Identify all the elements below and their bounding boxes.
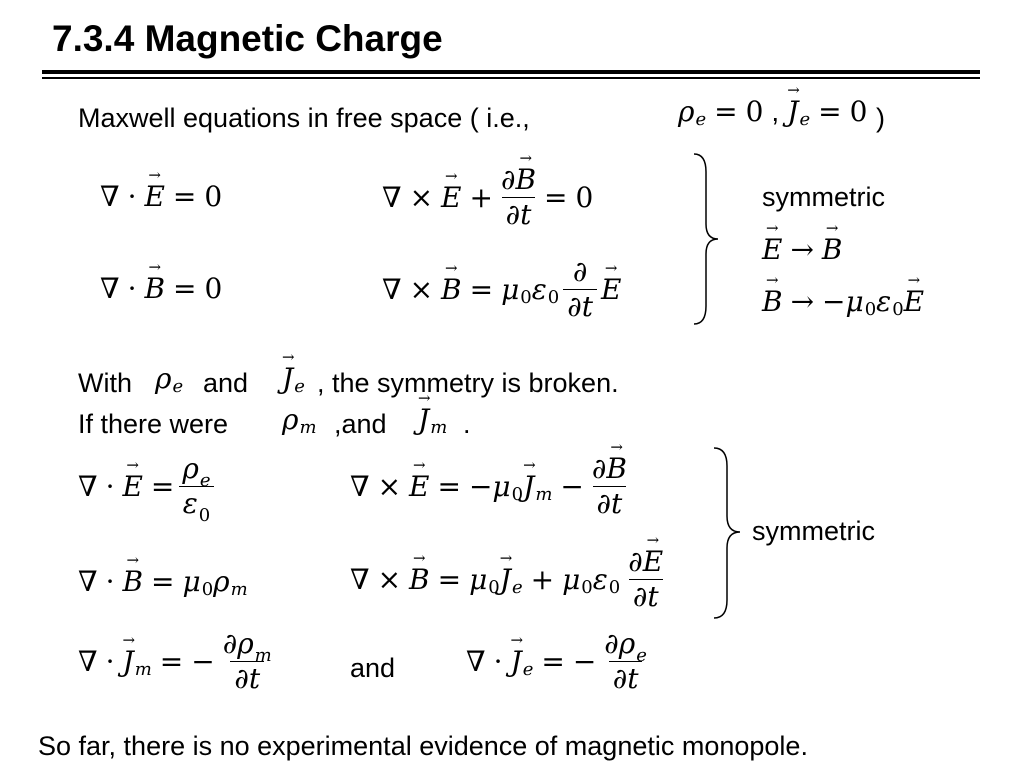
equals: = xyxy=(159,644,184,678)
right-brace-1 xyxy=(690,152,720,327)
and-word: and xyxy=(203,368,249,398)
vec-B: → B xyxy=(122,568,143,596)
t-symbol: t xyxy=(581,290,593,323)
sub-m: m xyxy=(535,483,553,505)
and-between-continuity: and xyxy=(350,653,396,683)
t-symbol: t xyxy=(627,662,639,695)
mu-symbol: μ xyxy=(492,469,511,503)
sub-m: m xyxy=(230,579,248,600)
zero: 0 xyxy=(745,95,764,128)
rho-symbol: ρ xyxy=(618,627,636,660)
sub-e: e xyxy=(695,109,707,130)
dot: · xyxy=(105,565,115,598)
cross: × xyxy=(409,272,434,306)
vec-E: → E xyxy=(601,276,621,304)
equals: = xyxy=(544,180,568,214)
partial: ∂ xyxy=(632,580,648,613)
nabla: ∇ xyxy=(78,644,98,678)
symmetric-label-1: symmetric xyxy=(762,182,885,212)
mu-symbol: μ xyxy=(562,562,581,596)
mu-symbol: μ xyxy=(501,272,520,306)
partial: ∂ xyxy=(591,452,607,485)
equals: = xyxy=(714,95,738,128)
mu-symbol: μ xyxy=(182,565,201,598)
right-brace-2 xyxy=(710,446,742,621)
vec-J: → J xyxy=(122,648,133,676)
sub-e: e xyxy=(511,576,523,598)
sub-0: 0 xyxy=(520,286,532,308)
sub-0: 0 xyxy=(198,505,211,526)
nabla: ∇ xyxy=(100,180,120,213)
sub-e: e xyxy=(522,658,534,680)
equals: = xyxy=(172,180,197,213)
minus: − xyxy=(572,644,597,678)
minus: − xyxy=(191,644,215,678)
rho-symbol: ρ xyxy=(282,403,299,436)
equals: = xyxy=(150,469,175,503)
cross: × xyxy=(409,180,434,214)
title-rule-thick xyxy=(42,70,980,74)
gauss-b-sym xyxy=(78,565,248,600)
sub-0: 0 xyxy=(864,299,877,320)
nabla: ∇ xyxy=(350,562,370,596)
t-symbol: t xyxy=(520,198,532,231)
j-m-inline xyxy=(418,403,448,438)
vec-B: → B xyxy=(409,566,430,594)
sub-e: e xyxy=(294,376,305,397)
comma: , xyxy=(771,96,780,127)
partial: ∂ xyxy=(222,627,238,660)
with-word: With xyxy=(78,368,132,398)
fraction xyxy=(624,545,667,613)
partial: ∂ xyxy=(500,163,516,196)
zero: 0 xyxy=(849,95,868,128)
zero: 0 xyxy=(204,180,223,213)
partial: ∂ xyxy=(604,627,619,660)
epsilon-symbol: ε xyxy=(182,487,198,520)
gauss-e-free xyxy=(100,180,223,213)
gauss-e-sym xyxy=(78,452,219,526)
rho-m-inline xyxy=(282,403,317,438)
nabla: ∇ xyxy=(350,469,370,503)
sub-m: m xyxy=(299,417,317,438)
j-e-inline xyxy=(282,362,305,397)
nabla: ∇ xyxy=(78,565,98,598)
equals: = xyxy=(469,272,494,306)
partial: ∂ xyxy=(628,545,643,578)
rho-e-inline xyxy=(155,362,184,397)
epsilon-symbol: ε xyxy=(531,272,547,306)
ampere-sym xyxy=(350,545,671,613)
epsilon-symbol: ε xyxy=(592,562,608,596)
vec-E: → E xyxy=(144,183,164,211)
partial: ∂ xyxy=(567,290,582,323)
vec-E: → E xyxy=(762,236,782,264)
vec-E: → E xyxy=(643,548,663,576)
nabla: ∇ xyxy=(78,469,98,503)
vec-J: → J xyxy=(418,406,429,434)
period: . xyxy=(463,409,471,439)
symmetric-label-2: symmetric xyxy=(752,516,875,546)
equals: = xyxy=(173,272,197,305)
vec-B: → B xyxy=(762,288,783,316)
mu-symbol: μ xyxy=(469,562,488,596)
vec-J: → J xyxy=(282,365,293,393)
sub-0: 0 xyxy=(488,576,500,598)
dot: · xyxy=(127,180,137,213)
sub-m: m xyxy=(134,658,152,680)
fraction xyxy=(219,627,276,695)
nabla: ∇ xyxy=(466,644,486,678)
rho-symbol: ρ xyxy=(678,95,695,128)
sub-0: 0 xyxy=(201,579,214,600)
vec-J: → J xyxy=(510,648,521,676)
if-there-were: If there were xyxy=(78,409,229,439)
vec-J: → J xyxy=(787,98,798,126)
cross: × xyxy=(377,562,402,596)
intro-condition xyxy=(678,95,868,130)
sub-0: 0 xyxy=(547,286,560,308)
partial: ∂ xyxy=(596,487,611,520)
ampere-free xyxy=(382,255,622,323)
rho-symbol: ρ xyxy=(155,362,172,395)
arrow: → xyxy=(790,285,815,318)
sub-0: 0 xyxy=(581,576,593,598)
sub-0: 0 xyxy=(511,483,524,505)
t-symbol: t xyxy=(647,580,659,613)
faraday-sym xyxy=(350,452,635,520)
faraday-free xyxy=(382,163,594,231)
minus: − xyxy=(468,469,493,503)
sub-0: 0 xyxy=(892,299,904,320)
vec-J: → J xyxy=(523,473,534,501)
intro-text: Maxwell equations in free space ( i.e., xyxy=(78,103,530,133)
sub-0: 0 xyxy=(608,576,621,598)
fraction xyxy=(588,452,631,520)
vec-E: → E xyxy=(904,288,924,316)
partial: ∂ xyxy=(234,662,249,695)
epsilon-symbol: ε xyxy=(876,285,892,318)
zero: 0 xyxy=(204,272,223,305)
continuity-magnetic xyxy=(78,627,280,695)
vec-B: → B xyxy=(822,236,843,264)
gauss-b-free xyxy=(100,272,223,305)
minus: − xyxy=(822,285,846,318)
nabla: ∇ xyxy=(382,180,402,214)
fraction xyxy=(563,255,597,323)
plus: + xyxy=(530,562,555,596)
vec-E: → E xyxy=(122,473,142,501)
vec-B: → B xyxy=(441,276,462,304)
nabla: ∇ xyxy=(382,272,402,306)
vec-B: → B xyxy=(515,166,536,194)
partial: ∂ xyxy=(505,198,521,231)
and-comma: ,and xyxy=(334,409,387,439)
mu-symbol: μ xyxy=(845,285,864,318)
partial: ∂ xyxy=(612,662,628,695)
sub-e: e xyxy=(799,109,811,130)
dot: · xyxy=(493,644,503,678)
vec-E: → E xyxy=(409,473,429,501)
vec-J: → J xyxy=(500,566,511,594)
footer-note: So far, there is no experimental evidence of magnetic monopole. xyxy=(38,731,808,761)
sub-m: m xyxy=(254,645,272,666)
rho-symbol: ρ xyxy=(182,452,199,485)
arrow: → xyxy=(790,233,814,266)
sub-e: e xyxy=(172,376,184,397)
fraction xyxy=(600,627,651,695)
t-symbol: t xyxy=(611,487,623,520)
vec-B: → B xyxy=(144,275,165,303)
intro-close-paren: ) xyxy=(876,103,885,133)
nabla: ∇ xyxy=(100,272,120,305)
with-rest: , the symmetry is broken. xyxy=(317,368,619,398)
dot: · xyxy=(105,644,115,678)
rho-symbol: ρ xyxy=(213,565,230,598)
title-rule-thin xyxy=(42,77,980,79)
equals: = xyxy=(437,469,461,503)
dot: · xyxy=(105,469,115,503)
continuity-electric xyxy=(466,627,655,695)
symmetry-map-b xyxy=(762,285,925,320)
cross: × xyxy=(377,469,402,503)
plus: + xyxy=(469,180,493,214)
partial: ∂ xyxy=(572,255,588,288)
t-symbol: t xyxy=(248,662,261,695)
equals: = xyxy=(541,644,565,678)
vec-B: → B xyxy=(606,455,627,483)
page-title: 7.3.4 Magnetic Charge xyxy=(52,18,443,59)
equals: = xyxy=(151,565,175,598)
rho-symbol: ρ xyxy=(237,627,254,660)
equals: = xyxy=(818,95,842,128)
sub-e: e xyxy=(199,470,211,491)
zero: 0 xyxy=(575,180,594,214)
fraction xyxy=(497,163,540,231)
sub-m: m xyxy=(430,417,448,438)
symmetry-map-e xyxy=(762,233,843,266)
equals: = xyxy=(437,562,462,596)
vec-E: → E xyxy=(441,184,461,212)
dot: · xyxy=(127,272,137,305)
fraction xyxy=(178,452,214,526)
sub-e: e xyxy=(636,645,647,666)
minus: − xyxy=(560,469,584,503)
